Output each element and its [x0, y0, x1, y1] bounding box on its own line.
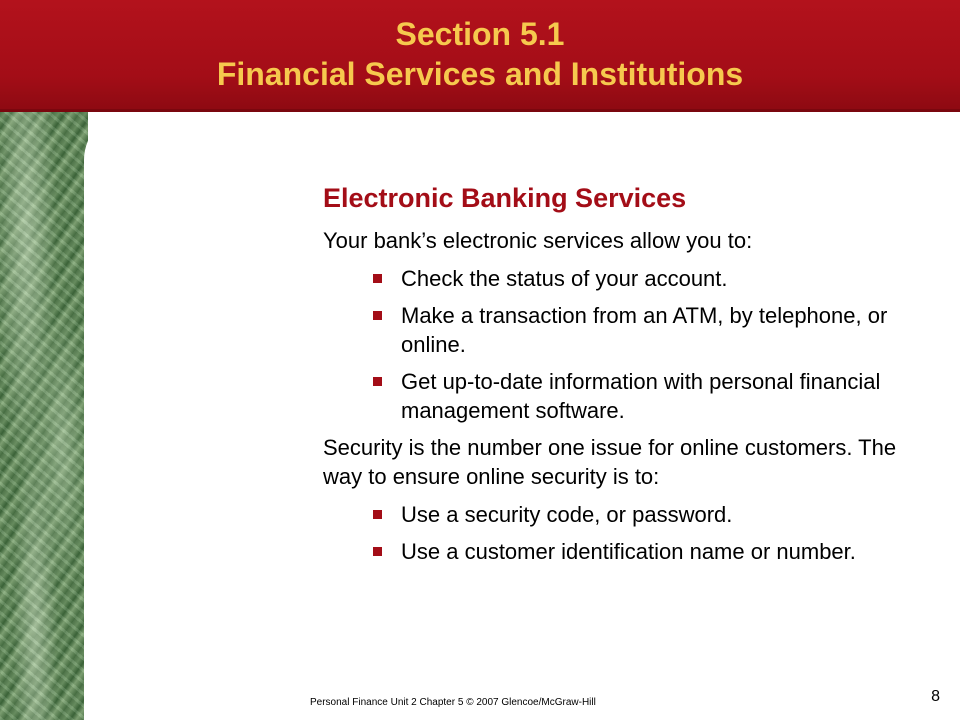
- square-bullet-icon: [373, 547, 382, 556]
- square-bullet-icon: [373, 377, 382, 386]
- list-item-text: Use a security code, or password.: [401, 502, 733, 527]
- list-item-text: Get up-to-date information with personal financial management software.: [401, 369, 881, 423]
- bullet-list-security: [323, 500, 913, 566]
- page-number: 8: [931, 688, 940, 705]
- list-item: [323, 367, 913, 425]
- slide-title: [0, 14, 960, 94]
- list-item: [323, 537, 913, 566]
- title-line-1: Section 5.1: [395, 16, 565, 52]
- title-line-2: Financial Services and Institutions: [216, 56, 744, 92]
- slide-footer: Personal Finance Unit 2 Chapter 5 © 2007 Glencoe/McGraw-Hill: [310, 697, 596, 708]
- list-item-text: Make a transaction from an ATM, by telephone, or online.: [401, 303, 888, 357]
- square-bullet-icon: [373, 274, 382, 283]
- security-text: Security is the number one issue for online customers. The way to ensure online security is to:: [323, 435, 897, 489]
- list-item: [323, 264, 913, 293]
- bullet-list-services: [323, 264, 913, 425]
- list-item: [323, 500, 913, 529]
- list-item: [323, 301, 913, 359]
- square-bullet-icon: [373, 311, 382, 320]
- list-item-text: Use a customer identification name or number.: [401, 539, 856, 564]
- money-texture-overlay: [0, 112, 88, 720]
- content-heading: Electronic Banking Services: [323, 183, 687, 213]
- list-item-text: Check the status of your account.: [401, 266, 728, 291]
- square-bullet-icon: [373, 510, 382, 519]
- intro-text: Your bank’s electronic services allow you to:: [323, 228, 753, 253]
- slide-header: [0, 0, 960, 112]
- slide-content: [323, 180, 913, 574]
